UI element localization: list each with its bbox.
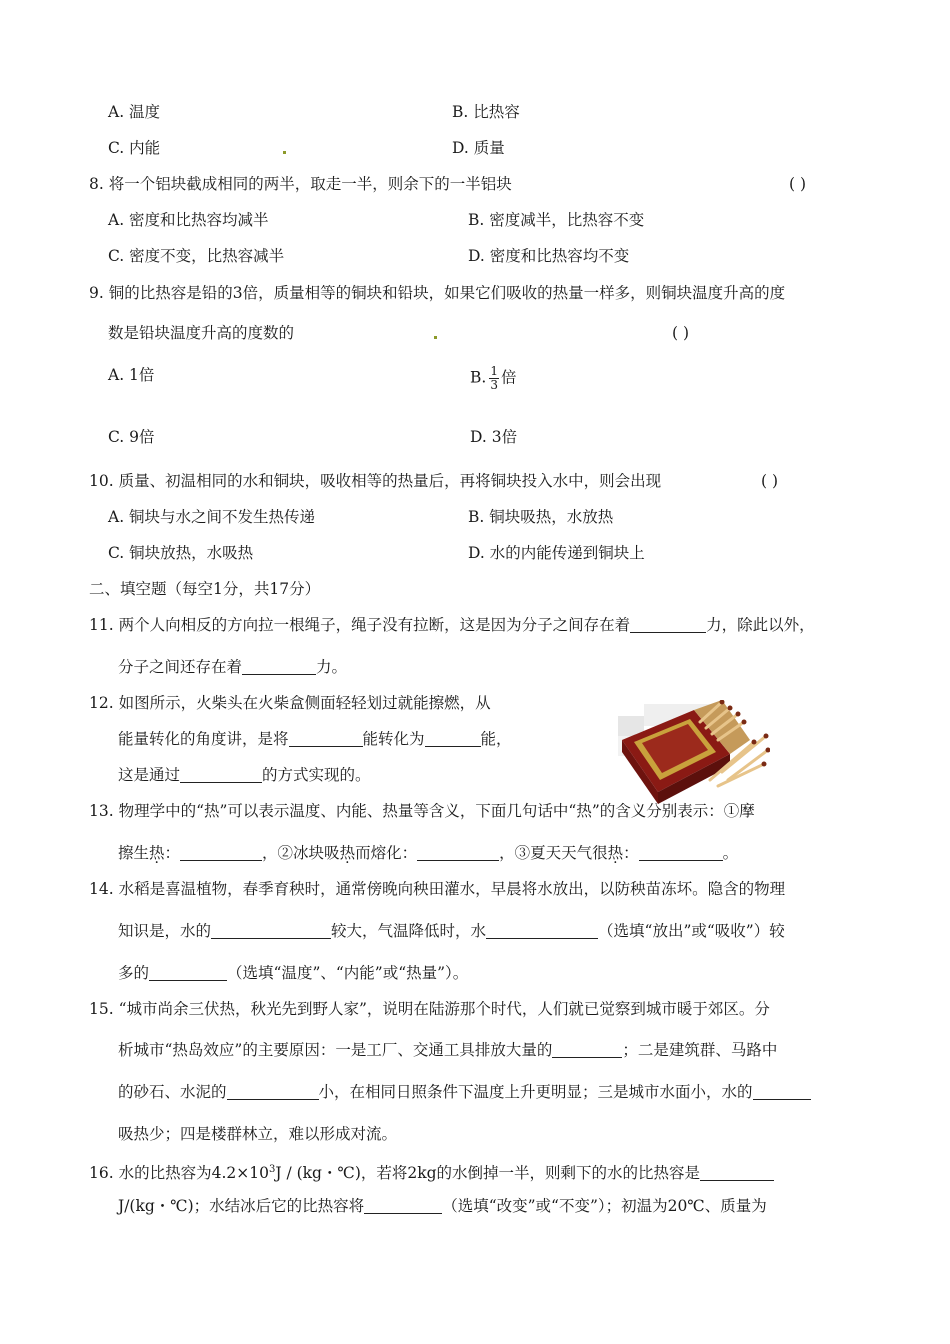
q10-option-d: D. 水的内能传递到铜块上 bbox=[468, 544, 645, 562]
q7-option-b: B. 比热容 bbox=[452, 103, 520, 121]
q14-line2: 知识是，水的 较大，气温降低时，水 （选填“放出”或“吸收”）较 bbox=[118, 922, 785, 940]
answer-blank[interactable] bbox=[149, 964, 227, 981]
emphasized-char: 热 bbox=[149, 844, 165, 862]
q8-stem: 8. 将一个铝块截成相同的两半，取走一半，则余下的一半铝块 bbox=[89, 175, 512, 193]
answer-blank[interactable] bbox=[242, 658, 316, 675]
q11-line2: 分子之间还存在着 力。 bbox=[118, 658, 348, 676]
matchbox-illustration bbox=[618, 700, 770, 812]
q10-option-b: B. 铜块吸热，水放热 bbox=[468, 508, 614, 526]
q9-option-b-label: B. bbox=[470, 368, 487, 387]
q7-option-a: A. 温度 bbox=[108, 103, 161, 121]
q7-option-c: C. 内能 bbox=[108, 139, 161, 157]
q13-line2: 擦生热： ，②冰块吸热而熔化： ，③夏天天气很热： 。 bbox=[118, 844, 739, 862]
q16-line1: 16. 水的比热容为$4.2\times 10^3J / (kg$・℃)，若将2kg的水倒掉一半，则剩下的水的比热容是 bbox=[89, 1160, 774, 1183]
q9-option-c: C. 9倍 bbox=[108, 428, 155, 446]
q15-line2: 析城市“热岛效应”的主要原因：一是工厂、交通工具排放大量的 ；二是建筑群、马路中 bbox=[118, 1041, 778, 1059]
q14-line1: 14. 水稻是喜温植物，春季育秧时，通常傍晚向秧田灌水，早晨将水放出，以防秧苗冻坏。隐含的物理 bbox=[89, 880, 786, 898]
q14-line3: 多的 （选填“温度”、“内能”或“热量”）。 bbox=[118, 964, 469, 982]
q9-stem-line1: 9. 铜的比热容是铅的3倍，质量相等的铜块和铅块，如果它们吸收的热量一样多，则铜块温度升高的度 bbox=[89, 284, 786, 302]
answer-blank[interactable] bbox=[180, 844, 262, 861]
answer-blank[interactable] bbox=[364, 1197, 442, 1214]
answer-blank[interactable] bbox=[486, 922, 598, 939]
answer-blank[interactable] bbox=[425, 730, 481, 747]
answer-blank[interactable] bbox=[700, 1164, 774, 1181]
q15-line3: 的砂石、水泥的 小，在相同日照条件下温度上升更明显；三是城市水面小，水的 bbox=[118, 1082, 811, 1102]
q15-line4: 吸热少；四是楼群林立，难以形成对流。 bbox=[118, 1125, 398, 1143]
answer-blank[interactable] bbox=[211, 922, 331, 939]
q9-option-a: A. 1倍 bbox=[108, 366, 155, 384]
stray-dot bbox=[434, 336, 437, 339]
emphasized-char: 热 bbox=[607, 844, 624, 862]
q9-option-d: D. 3倍 bbox=[470, 428, 518, 446]
one-third-fraction: $\frac{1}{3}$ bbox=[490, 364, 498, 392]
q15-line1: 15. “城市尚余三伏热，秋光先到野人家”，说明在陆游那个时代，人们就已觉察到城市暖于郊区。分 bbox=[89, 1000, 770, 1018]
q12-line3: 这是通过 的方式实现的。 bbox=[118, 766, 371, 784]
q10-option-a: A. 铜块与水之间不发生热传递 bbox=[108, 508, 316, 526]
answer-blank[interactable] bbox=[417, 844, 499, 861]
q8-option-c: C. 密度不变，比热容减半 bbox=[108, 247, 285, 265]
q9-option-b-unit: 倍 bbox=[500, 368, 517, 387]
q13-line1: 13. 物理学中的“热”可以表示温度、内能、热量等含义，下面几句话中“热”的含义分别表示：①摩 bbox=[89, 802, 755, 820]
answer-blank[interactable] bbox=[630, 616, 706, 633]
q10-stem: 10. 质量、初温相同的水和铜块，吸收相等的热量后，再将铜块投入水中，则会出现 bbox=[89, 472, 662, 490]
answer-blank[interactable] bbox=[289, 730, 363, 747]
stray-dot bbox=[283, 151, 286, 154]
answer-blank[interactable] bbox=[552, 1041, 622, 1058]
answer-blank[interactable] bbox=[639, 844, 723, 861]
q10-option-c: C. 铜块放热，水吸热 bbox=[108, 544, 254, 562]
q9-stem-line2: 数是铅块温度升高的度数的 bbox=[108, 324, 295, 342]
q7-option-d: D. 质量 bbox=[452, 139, 505, 157]
q16-line2: J/(kg・℃)；水结冰后它的比热容将 （选填“改变”或“不变”）；初温为20℃、质量为 bbox=[118, 1197, 767, 1215]
q8-option-a: A. 密度和比热容均减半 bbox=[108, 211, 269, 229]
q12-line2: 能量转化的角度讲，是将 能转化为 能， bbox=[118, 730, 512, 748]
answer-blank[interactable] bbox=[227, 1083, 319, 1100]
answer-blank[interactable] bbox=[753, 1083, 811, 1100]
answer-blank[interactable] bbox=[180, 766, 262, 783]
emphasized-char: 热 bbox=[339, 844, 356, 862]
q9-option-b bbox=[470, 365, 516, 392]
q12-line1: 12. 如图所示，火柴头在火柴盒侧面轻轻划过就能擦燃，从 bbox=[89, 694, 491, 712]
q8-option-d: D. 密度和比热容均不变 bbox=[468, 247, 630, 265]
q11-line1: 11. 两个人向相反的方向拉一根绳子，绳子没有拉断，这是因为分子之间存在着 力，除此以外， bbox=[89, 616, 815, 634]
q9-answer-paren: ( ) bbox=[672, 324, 690, 342]
q8-option-b: B. 密度减半，比热容不变 bbox=[468, 211, 645, 229]
q8-answer-paren: ( ) bbox=[789, 175, 807, 193]
q10-answer-paren: ( ) bbox=[761, 472, 779, 490]
section-heading-fill-in: 二、填空题（每空1分，共17分） bbox=[89, 580, 321, 598]
